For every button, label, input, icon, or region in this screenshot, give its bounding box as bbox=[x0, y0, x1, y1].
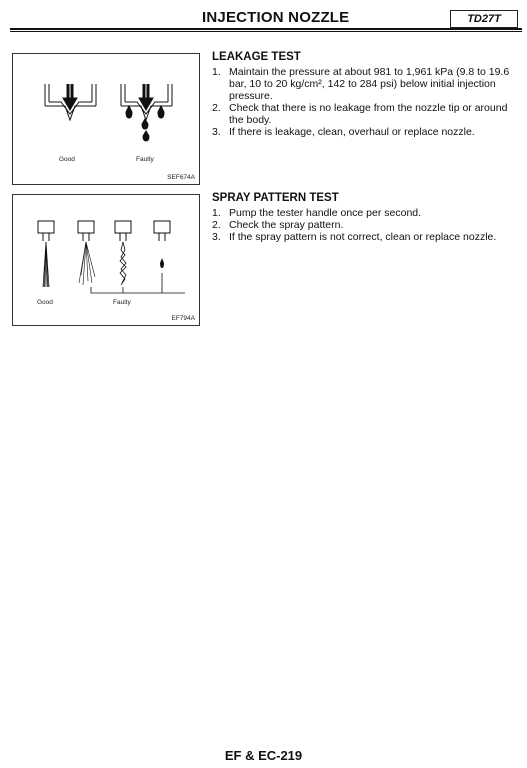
faulty-bracket bbox=[91, 287, 185, 293]
leakage-test-steps bbox=[212, 66, 524, 138]
model-badge: TD27T bbox=[450, 10, 518, 28]
list-item: 1. Pump the tester handle once per second. bbox=[212, 207, 422, 219]
good-nozzle-drawing bbox=[45, 84, 96, 120]
page-title: INJECTION NOZZLE bbox=[202, 9, 350, 26]
list-item: 3. If there is leakage, clean, overhaul or replace nozzle. bbox=[212, 126, 475, 138]
spray-pattern-figure bbox=[12, 194, 200, 326]
figure1-good-label: Good bbox=[59, 156, 75, 163]
page-number: EF & EC-219 bbox=[224, 748, 303, 763]
header-rule-thin bbox=[10, 31, 522, 32]
figure1-faulty-label: Faulty bbox=[136, 156, 154, 163]
figure1-code: SEF674A bbox=[167, 174, 195, 181]
list-item: 3. If the spray pattern is not correct, clean or replace nozzle. bbox=[212, 231, 497, 243]
figure2-good-label: Good bbox=[37, 299, 53, 306]
list-item: 1. Maintain the pressure at about 981 to 1,961 kPa (9.8 to 19.6 bar, 10 to 20 kg/cm², 142 to 284 psi) below initial injection pressure. bbox=[212, 66, 510, 102]
list-item: 2. Check that there is no leakage from the nozzle tip or around the body. bbox=[212, 102, 508, 126]
good-spray-drawing bbox=[43, 242, 49, 287]
faulty-spray-dribble bbox=[120, 242, 126, 285]
figure2-code: EF794A bbox=[171, 315, 195, 322]
faulty-drip-drawing bbox=[160, 258, 164, 268]
faulty-nozzle-drawing bbox=[121, 84, 172, 141]
header-rule bbox=[10, 28, 522, 30]
spray-pattern-test-steps bbox=[212, 207, 524, 243]
nozzle-heads bbox=[38, 221, 170, 241]
spray-pattern-test-heading: SPRAY PATTERN TEST bbox=[212, 192, 339, 204]
list-item: 2. Check the spray pattern. bbox=[212, 219, 344, 231]
faulty-spray-scattered bbox=[79, 242, 95, 285]
leakage-figure bbox=[12, 53, 200, 185]
leakage-test-heading: LEAKAGE TEST bbox=[212, 51, 301, 63]
leakage-illustration bbox=[13, 54, 199, 184]
figure2-faulty-label: Faulty bbox=[113, 299, 131, 306]
